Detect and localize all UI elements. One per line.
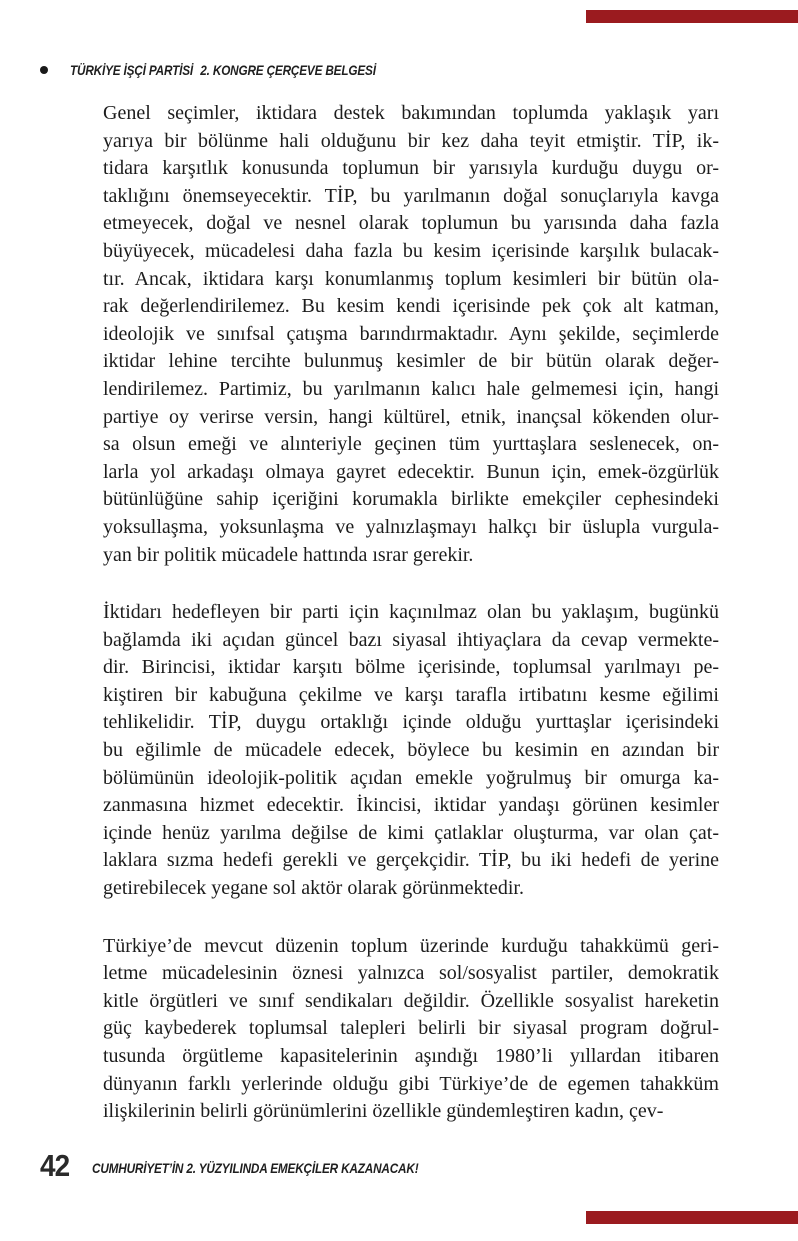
- text-line: dünyanın farklı yerlerinde olduğu gibi Türkiye’de de egemen tahakküm: [103, 1072, 719, 1095]
- text-line: İktidarı hedefleyen bir parti için kaçınılmaz olan bu yaklaşım, bugünkü: [103, 601, 719, 624]
- text-line: yarıya bir bölünme hali olduğunu bir kez daha teyit etmiştir. TİP, ik-: [103, 129, 719, 152]
- text-line: zanmasına hizmet edecektir. İkincisi, iktidar yandaşı görünen kesimler: [103, 794, 719, 817]
- text-line: bölümünün ideolojik-politik açıdan emekle yoğrulmuş bir omurga ka-: [103, 766, 719, 789]
- text-line: bu eğilimle de mücadele edecek, böylece bu kesimin en azından bir: [103, 739, 719, 762]
- text-line: letme mücadelesinin öznesi yalnızca sol/sosyalist partiler, demokratik: [103, 962, 719, 985]
- bottom-right-accent-bar: [586, 1211, 798, 1224]
- text-line: laklara sızma hedefi gerekli ve gerçekçidir. TİP, bu iki hedefi de yerine: [103, 849, 719, 872]
- text-line: Genel seçimler, iktidara destek bakımından toplumda yaklaşık yarı: [103, 102, 719, 124]
- text-line: ilişkilerinin belirli görünümlerini özellikle gündemleştiren kadın, çev-: [103, 1100, 664, 1123]
- paragraph: [103, 599, 719, 903]
- text-line: etmeyecek, doğal ve nesnel olarak toplumun bu yarısında daha fazla: [103, 212, 719, 235]
- text-line: içinde henüz yarılma değilse de kimi çatlaklar oluşturma, var olan çat-: [103, 821, 719, 844]
- running-header: [40, 62, 434, 78]
- text-line: büyüyecek, mücadelesi daha fazla bu kesim içerisinde karşılık bulacak-: [103, 239, 719, 262]
- body-text: [103, 100, 719, 1156]
- text-line: tusunda örgütleme kapasitelerinin aşındığı 1980’li yıllardan itibaren: [103, 1045, 719, 1067]
- text-line: Türkiye’de mevcut düzenin toplum üzerinde kurduğu tahakkümü geri-: [103, 934, 719, 957]
- header-title-part1: TÜRKİYE İŞÇİ PARTİSİ: [70, 62, 193, 78]
- bullet-icon: [40, 66, 48, 74]
- header-title: [70, 62, 376, 78]
- text-line: bağlamda iki açıdan güncel bazı siyasal ihtiyaçlara da cevap vermekte-: [103, 628, 719, 651]
- text-line: kiştiren bir kabuğuna çekilme ve karşı tarafla irtibatını kesme eğilimi: [103, 683, 719, 706]
- text-line: tehlikelidir. TİP, duygu ortaklığı içinde olduğu yurttaşlar içerisindeki: [103, 711, 719, 734]
- text-line: tidara karşıtlık konusunda toplumun bir yarısıyla kurduğu duygu or-: [103, 157, 719, 180]
- text-line: partiye oy verirse versin, hangi kültürel, etnik, inançsal kökenden olur-: [103, 405, 719, 428]
- text-line: sa olsun emeği ve alınteriyle geçinen tüm yurttaşlara seslenecek, on-: [103, 433, 719, 456]
- paragraph: [103, 100, 719, 569]
- running-footer: [40, 1148, 481, 1184]
- text-line: kitle örgütleri ve sınıf sendikaları değildir. Özellikle sosyalist hareketin: [103, 989, 719, 1012]
- text-line: yoksullaşma, yoksunlaşma ve yalnızlaşmayı halkçı bir üslupla vurgula-: [103, 515, 719, 538]
- text-line: dir. Birincisi, iktidar karşıtı bölme içerisinde, toplumsal yarılmayı pe-: [103, 656, 719, 679]
- header-title-part2: 2. KONGRE ÇERÇEVE BELGESİ: [200, 62, 376, 78]
- text-line: iktidar lehine tercihte bulunmuş kesimler de bir bütün olarak değer-: [103, 350, 719, 373]
- text-line: rak değerlendirilemez. Bu kesim kendi içerisinde pek çok alt katman,: [103, 295, 719, 318]
- text-line: güç kaybederek toplumsal talepleri belirli bir siyasal program doğrul-: [103, 1017, 719, 1040]
- footer-slogan: CUMHURİYET’İN 2. YÜZYILINDA EMEKÇİLER KAZANACAK!: [92, 1160, 419, 1176]
- text-line: lendirilemez. Partimiz, bu yarılmanın kalıcı hale gelmemesi için, hangi: [103, 377, 719, 400]
- text-line: larla yol arkadaşı olmaya gayret edecektir. Bunun için, emek-özgürlük: [103, 460, 719, 483]
- text-line: tır. Ancak, iktidara karşı konumlanmış toplum kesimleri bir bütün ola-: [103, 267, 719, 290]
- text-line: yan bir politik mücadele hattında ısrar gerekir.: [103, 543, 474, 566]
- text-line: taklığını önemseyecektir. TİP, bu yarılmanın doğal sonuçlarıyla kavga: [103, 184, 719, 207]
- text-line: bütünlüğüne sahip içeriğini korumakla birlikte emekçiler cephesindeki: [103, 488, 719, 511]
- text-line: ideolojik ve sınıfsal çatışma barındırmaktadır. Aynı şekilde, seçimlerde: [103, 322, 719, 345]
- page-number: 42: [40, 1148, 70, 1183]
- paragraph: [103, 933, 719, 1126]
- text-line: getirebilecek yegane sol aktör olarak görünmektedir.: [103, 877, 524, 900]
- top-right-accent-bar: [586, 10, 798, 23]
